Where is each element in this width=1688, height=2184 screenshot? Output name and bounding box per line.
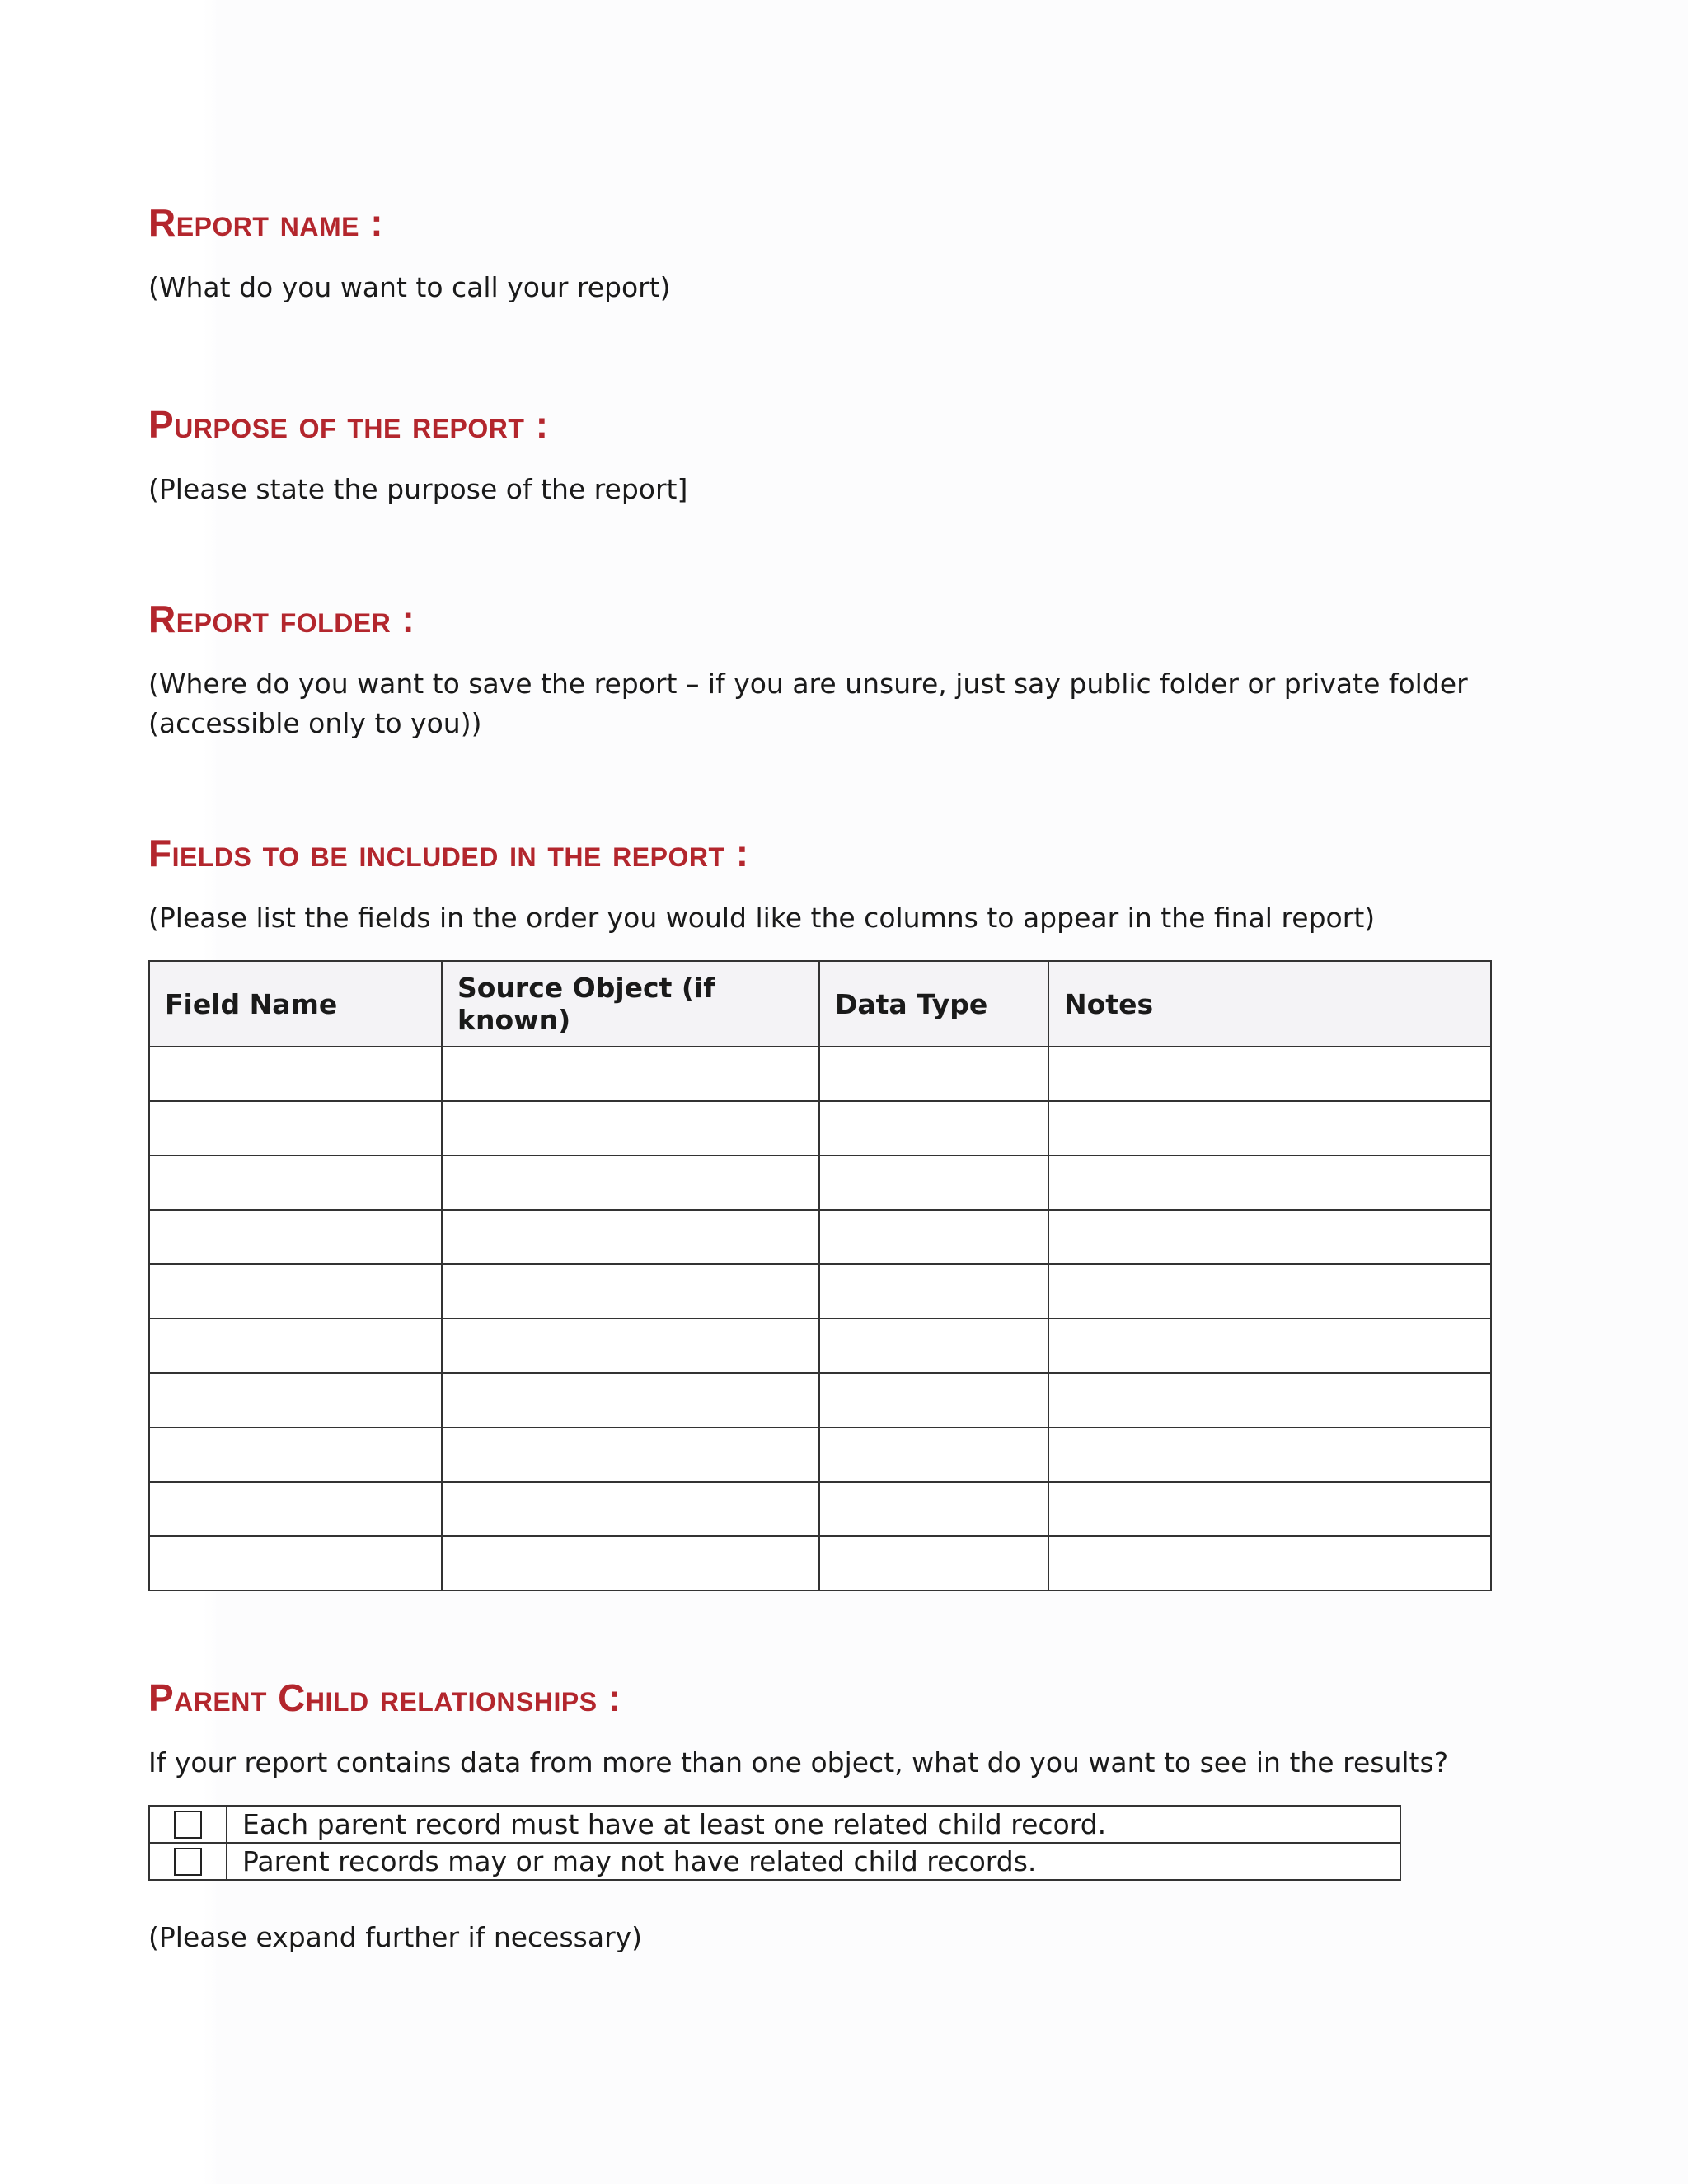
table-row (149, 1482, 1491, 1536)
option-row (149, 1843, 1400, 1880)
header-notes: Notes (1048, 961, 1491, 1047)
table-cell[interactable] (1048, 1482, 1491, 1536)
table-row (149, 1373, 1491, 1427)
table-cell[interactable] (1048, 1319, 1491, 1373)
table-cell[interactable] (149, 1101, 442, 1155)
table-cell[interactable] (1048, 1047, 1491, 1101)
table-row (149, 1536, 1491, 1591)
table-cell[interactable] (819, 1427, 1048, 1482)
table-cell[interactable] (149, 1264, 442, 1319)
report-name-heading: Report name : (148, 201, 384, 244)
table-cell[interactable] (819, 1210, 1048, 1264)
report-folder-hint: (Where do you want to save the report – if you are unsure, just say public folder or private folder (accessible only to you)) (148, 668, 1468, 739)
table-cell[interactable] (442, 1427, 819, 1482)
fields-hint: (Please list the fields in the order you would like the columns to appear in the final report) (148, 902, 1376, 934)
option-checkbox-at-least-one-child[interactable] (174, 1811, 202, 1839)
table-cell[interactable] (1048, 1264, 1491, 1319)
option-checkbox-may-or-may-not[interactable] (174, 1848, 202, 1876)
table-row (149, 1155, 1491, 1210)
table-cell[interactable] (819, 1373, 1048, 1427)
relationships-heading: Parent Child relationships : (148, 1676, 621, 1719)
table-cell[interactable] (819, 1101, 1048, 1155)
table-cell[interactable] (819, 1482, 1048, 1536)
table-cell[interactable] (149, 1427, 442, 1482)
table-row (149, 1427, 1491, 1482)
option-label: Each parent record must have at least one related child record. (227, 1806, 1400, 1843)
table-cell[interactable] (442, 1047, 819, 1101)
option-row (149, 1806, 1400, 1843)
table-cell[interactable] (1048, 1373, 1491, 1427)
table-cell[interactable] (819, 1264, 1048, 1319)
table-cell[interactable] (149, 1047, 442, 1101)
table-cell[interactable] (1048, 1536, 1491, 1591)
table-cell[interactable] (1048, 1155, 1491, 1210)
fields-heading: Fields to be included in the report : (148, 832, 749, 874)
table-cell[interactable] (442, 1101, 819, 1155)
table-cell[interactable] (442, 1155, 819, 1210)
table-cell[interactable] (442, 1373, 819, 1427)
table-cell[interactable] (442, 1482, 819, 1536)
table-cell[interactable] (819, 1319, 1048, 1373)
table-cell[interactable] (1048, 1427, 1491, 1482)
fields-table-header-row (149, 961, 1491, 1047)
table-row (149, 1210, 1491, 1264)
table-cell[interactable] (149, 1319, 442, 1373)
report-folder-heading: Report folder : (148, 598, 415, 640)
table-cell[interactable] (819, 1155, 1048, 1210)
table-cell[interactable] (149, 1536, 442, 1591)
fields-table (148, 960, 1492, 1591)
table-row (149, 1047, 1491, 1101)
option-label: Parent records may or may not have related child records. (227, 1843, 1400, 1880)
table-cell[interactable] (1048, 1210, 1491, 1264)
purpose-heading: Purpose of the report : (148, 403, 549, 446)
header-source-object: Source Object (if known) (442, 961, 819, 1047)
table-cell[interactable] (442, 1319, 819, 1373)
table-cell[interactable] (149, 1210, 442, 1264)
relationships-question: If your report contains data from more than one object, what do you want to see in the results? (148, 1746, 1449, 1779)
table-cell[interactable] (149, 1373, 442, 1427)
table-row (149, 1319, 1491, 1373)
table-cell[interactable] (149, 1482, 442, 1536)
option-checkbox-cell (149, 1843, 227, 1880)
table-row (149, 1264, 1491, 1319)
table-cell[interactable] (1048, 1101, 1491, 1155)
relationships-footer: (Please expand further if necessary) (148, 1921, 643, 1953)
table-cell[interactable] (442, 1210, 819, 1264)
header-data-type: Data Type (819, 961, 1048, 1047)
table-cell[interactable] (819, 1536, 1048, 1591)
purpose-hint: (Please state the purpose of the report] (148, 473, 688, 505)
option-checkbox-cell (149, 1806, 227, 1843)
table-cell[interactable] (442, 1536, 819, 1591)
relationship-options (148, 1805, 1401, 1881)
table-cell[interactable] (149, 1155, 442, 1210)
table-row (149, 1101, 1491, 1155)
header-field-name: Field Name (149, 961, 442, 1047)
report-name-hint: (What do you want to call your report) (148, 271, 671, 303)
table-cell[interactable] (819, 1047, 1048, 1101)
fields-table-body (149, 1047, 1491, 1591)
table-cell[interactable] (442, 1264, 819, 1319)
